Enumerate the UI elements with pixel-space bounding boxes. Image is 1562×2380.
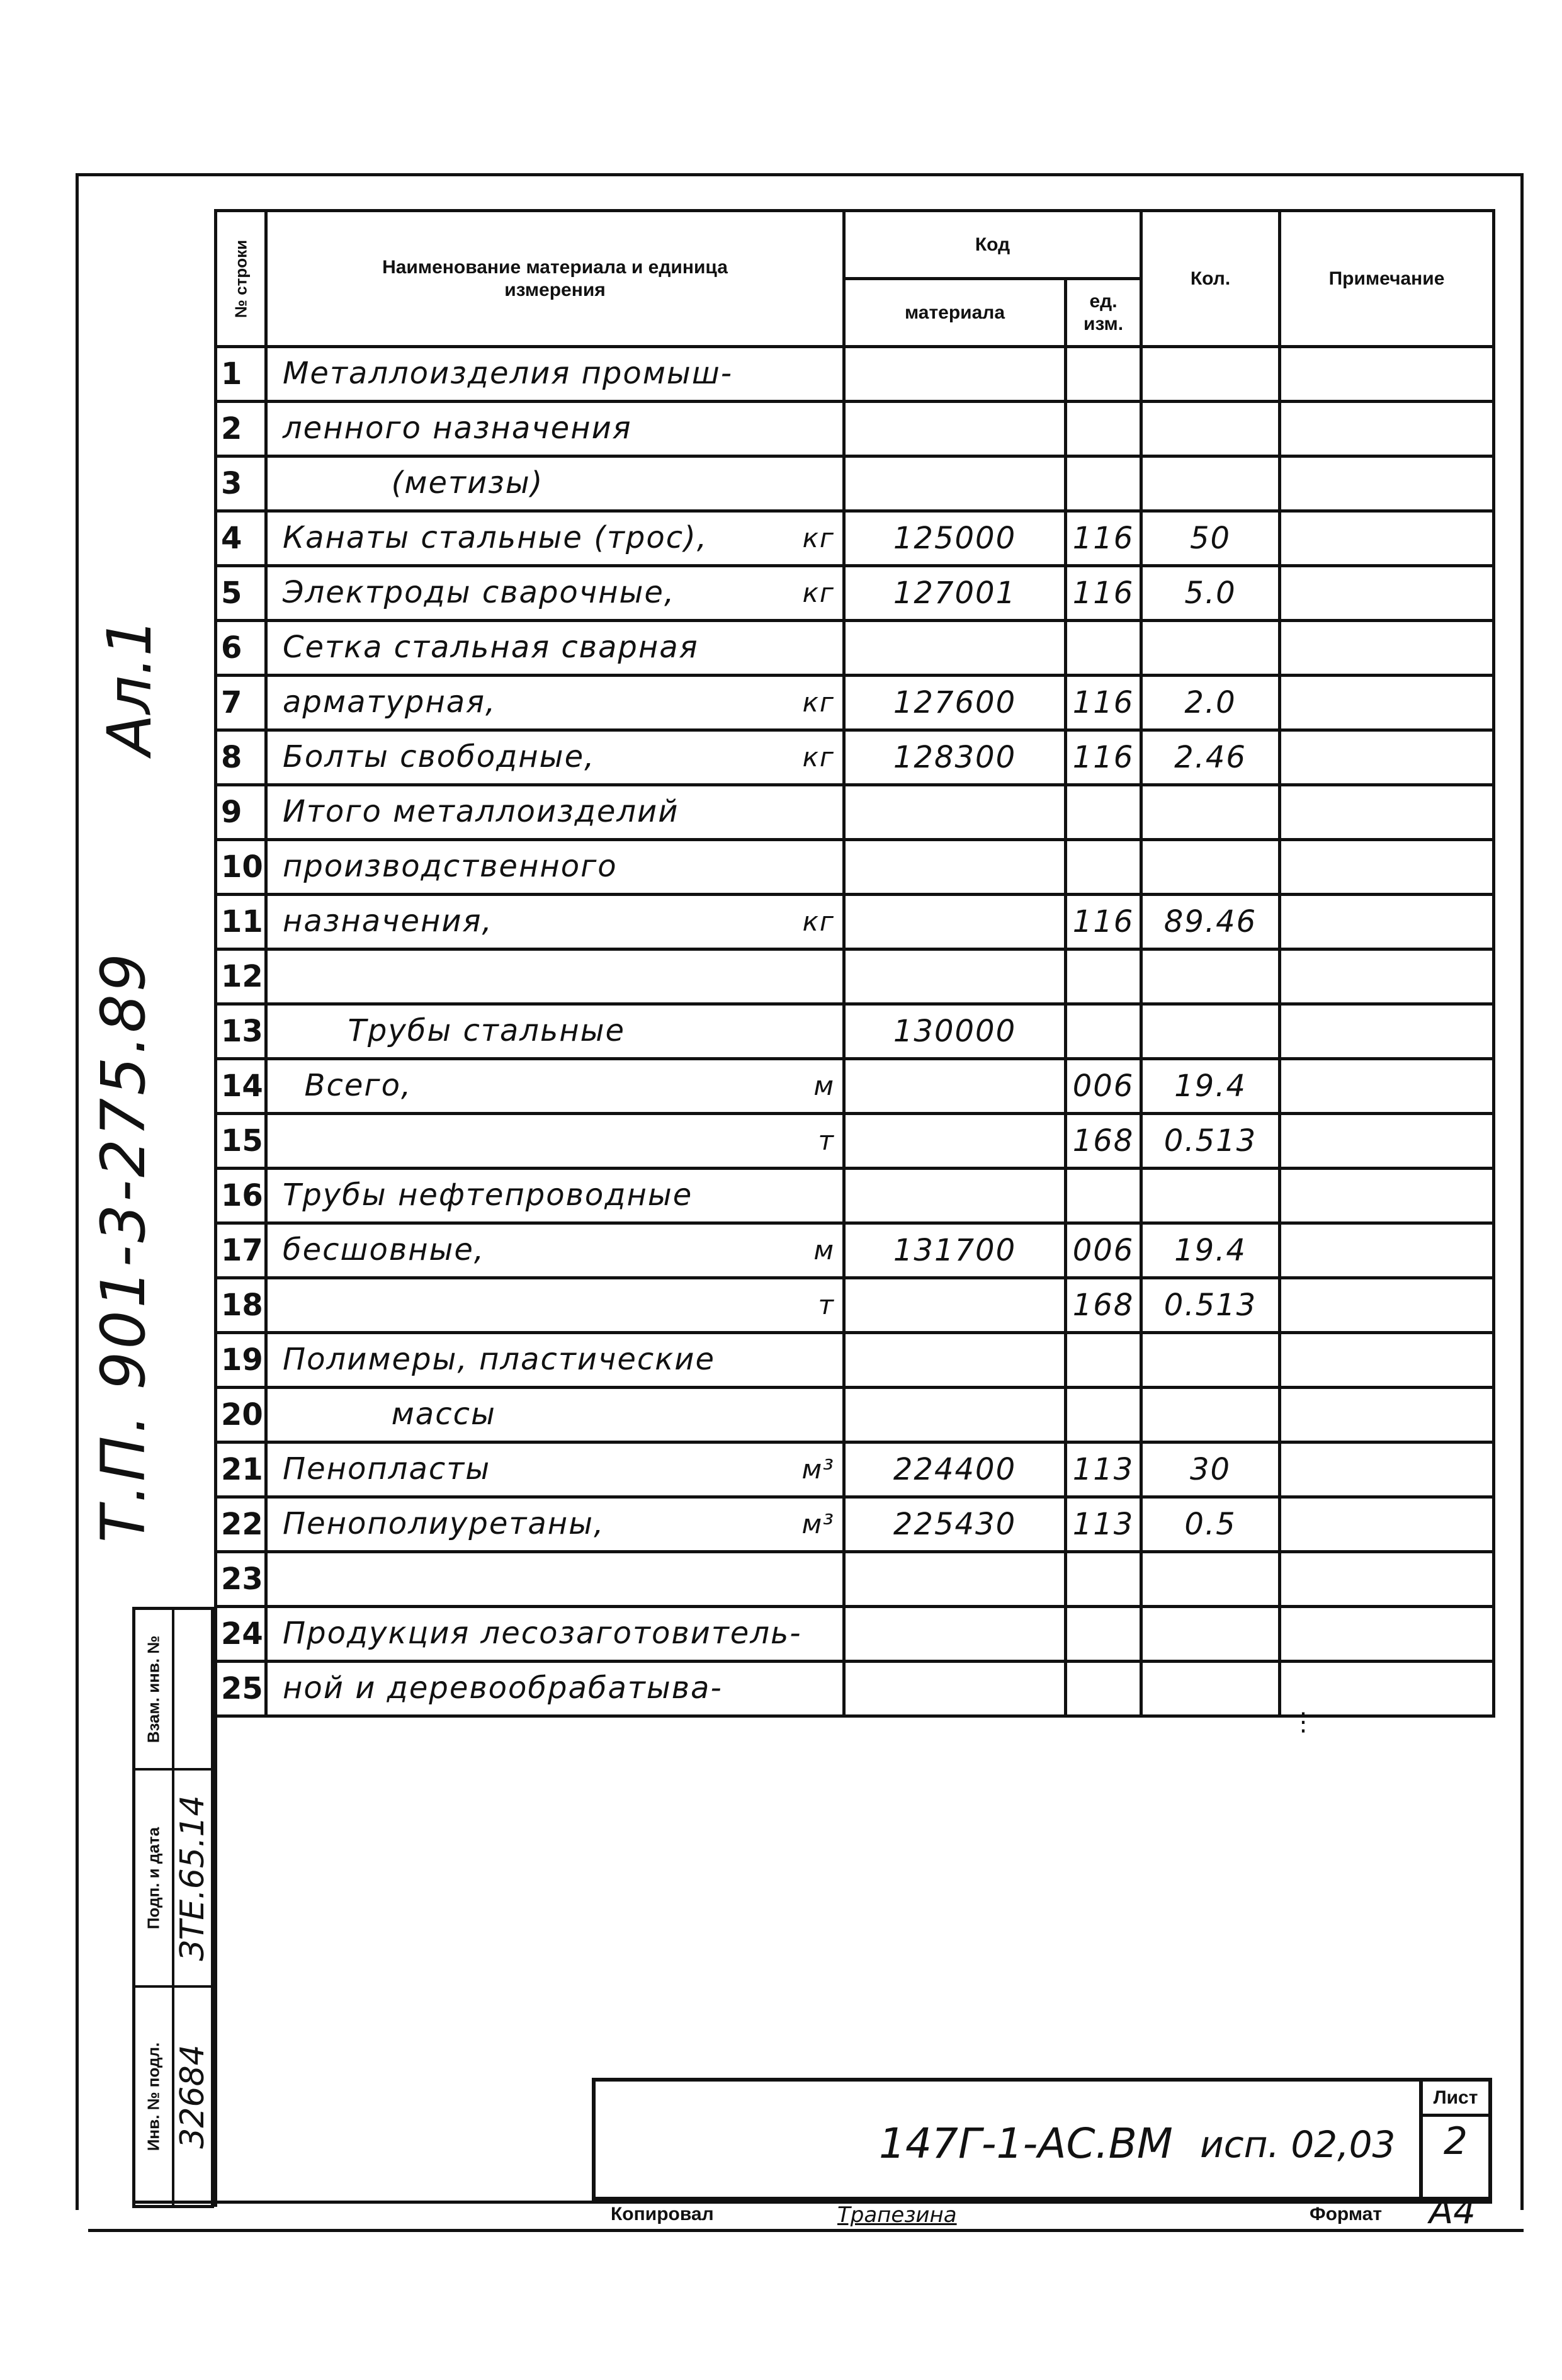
row-note xyxy=(1280,1442,1494,1497)
stamp-cell-sign xyxy=(135,1771,172,1988)
row-unit-code xyxy=(1066,402,1141,456)
stamp-cell-sign-value xyxy=(174,1771,211,1988)
row-name: ной и деревообрабатыва- xyxy=(283,1670,723,1706)
row-number: 23 xyxy=(216,1552,266,1607)
row-number: 1 xyxy=(216,347,266,402)
row-quantity xyxy=(1141,1333,1280,1388)
row-name-cell xyxy=(266,511,844,566)
row-material-code xyxy=(844,949,1066,1004)
header-row-number-label: № строки xyxy=(230,239,250,318)
row-name: Электроды сварочные, xyxy=(283,575,676,610)
document-mark-vertical: Ал.1 xyxy=(94,618,165,756)
row-number: 13 xyxy=(216,1004,266,1059)
row-unit-code xyxy=(1066,1169,1141,1223)
stamp-inv-value: 32684 xyxy=(174,2044,212,2149)
row-note xyxy=(1280,1552,1494,1607)
table-row xyxy=(216,676,1494,730)
row-unit-code: 116 xyxy=(1066,730,1141,785)
table-row xyxy=(216,1169,1494,1223)
table-row xyxy=(216,1607,1494,1662)
row-material-code: 127600 xyxy=(844,676,1066,730)
row-note xyxy=(1280,895,1494,949)
row-unit-code xyxy=(1066,785,1141,840)
row-quantity xyxy=(1141,621,1280,676)
row-name-cell xyxy=(266,566,844,621)
row-number: 8 xyxy=(216,730,266,785)
row-material-code xyxy=(844,785,1066,840)
row-unit-code: 116 xyxy=(1066,895,1141,949)
row-quantity xyxy=(1141,1169,1280,1223)
row-name-cell xyxy=(266,895,844,949)
row-unit-code: 113 xyxy=(1066,1442,1141,1497)
table-row xyxy=(216,1278,1494,1333)
row-number: 10 xyxy=(216,840,266,895)
row-note xyxy=(1280,1388,1494,1442)
row-name: Пенополиуретаны, xyxy=(283,1506,605,1541)
row-unit: м³ xyxy=(801,1509,835,1539)
row-number: 22 xyxy=(216,1497,266,1552)
row-material-code xyxy=(844,1552,1066,1607)
header-qty: Кол. xyxy=(1141,211,1280,347)
row-name-cell xyxy=(266,676,844,730)
row-name-cell xyxy=(266,621,844,676)
sheet-box xyxy=(1419,2082,1488,2197)
row-name: назначения, xyxy=(283,904,493,939)
row-name-cell xyxy=(266,1004,844,1059)
row-number: 16 xyxy=(216,1169,266,1223)
row-quantity xyxy=(1141,949,1280,1004)
row-name: Металлоизделия промыш- xyxy=(283,356,733,391)
row-quantity xyxy=(1141,456,1280,511)
row-material-code xyxy=(844,1607,1066,1662)
stamp-sign-value: ЗТЕ.65.14 xyxy=(174,1794,212,1961)
row-note xyxy=(1280,1278,1494,1333)
row-name: Сетка стальная сварная xyxy=(283,630,699,665)
row-number: 6 xyxy=(216,621,266,676)
row-number: 15 xyxy=(216,1114,266,1169)
row-name-cell xyxy=(266,1442,844,1497)
row-name: Трубы стальные xyxy=(283,1013,626,1048)
approval-stamp xyxy=(132,1607,214,2208)
row-note xyxy=(1280,511,1494,566)
row-unit: т xyxy=(818,1125,835,1156)
row-unit-code: 168 xyxy=(1066,1114,1141,1169)
stamp-cell-inv xyxy=(135,1988,172,2205)
row-name: Продукция лесозаготовитель- xyxy=(283,1616,802,1651)
row-number: 5 xyxy=(216,566,266,621)
row-number: 11 xyxy=(216,895,266,949)
header-row-number xyxy=(216,211,266,347)
copied-label: Копировал xyxy=(611,2204,714,2224)
row-number: 12 xyxy=(216,949,266,1004)
row-number: 2 xyxy=(216,402,266,456)
stamp-cell-inv-value xyxy=(174,1988,211,2205)
row-name-cell xyxy=(266,1059,844,1114)
row-quantity: 5.0 xyxy=(1141,566,1280,621)
row-unit: кг xyxy=(802,687,835,718)
row-quantity: 0.513 xyxy=(1141,1114,1280,1169)
row-unit-code xyxy=(1066,621,1141,676)
row-name: Канаты стальные (трос), xyxy=(283,520,708,555)
document-version: исп. 02,03 xyxy=(1200,2123,1396,2166)
row-unit-code: 116 xyxy=(1066,511,1141,566)
row-name: (метизы) xyxy=(283,465,544,501)
row-number: 21 xyxy=(216,1442,266,1497)
row-unit-code xyxy=(1066,840,1141,895)
row-name-cell xyxy=(266,1552,844,1607)
row-note xyxy=(1280,949,1494,1004)
title-block xyxy=(592,2078,1492,2201)
table-body xyxy=(216,347,1494,1716)
table-row xyxy=(216,895,1494,949)
row-name: арматурная, xyxy=(283,684,497,720)
row-number: 9 xyxy=(216,785,266,840)
stamp-sign-label: Подп. и дата xyxy=(144,1827,163,1929)
row-unit-code xyxy=(1066,949,1141,1004)
row-unit: кг xyxy=(802,523,835,553)
table-row xyxy=(216,949,1494,1004)
header-code-unit: ед. изм. xyxy=(1066,279,1141,347)
row-unit-code xyxy=(1066,1004,1141,1059)
row-material-code xyxy=(844,1662,1066,1716)
margin-tick: ⋮ xyxy=(1291,1708,1316,1736)
row-note xyxy=(1280,402,1494,456)
table-row xyxy=(216,785,1494,840)
table-row xyxy=(216,1223,1494,1278)
table-row xyxy=(216,566,1494,621)
row-material-code xyxy=(844,1333,1066,1388)
stamp-values xyxy=(174,1610,211,2205)
row-number: 17 xyxy=(216,1223,266,1278)
frame-bottom xyxy=(88,2229,1524,2232)
row-note xyxy=(1280,1169,1494,1223)
row-unit-code xyxy=(1066,1607,1141,1662)
row-note xyxy=(1280,676,1494,730)
table-row xyxy=(216,621,1494,676)
row-quantity xyxy=(1141,1004,1280,1059)
row-unit-code xyxy=(1066,1552,1141,1607)
row-unit-code: 006 xyxy=(1066,1223,1141,1278)
row-quantity xyxy=(1141,840,1280,895)
row-name-cell xyxy=(266,1169,844,1223)
row-material-code xyxy=(844,1169,1066,1223)
row-number: 19 xyxy=(216,1333,266,1388)
row-quantity xyxy=(1141,402,1280,456)
header-name: Наименование материала и единица измерения xyxy=(266,211,844,347)
row-note xyxy=(1280,621,1494,676)
row-material-code: 131700 xyxy=(844,1223,1066,1278)
row-number: 7 xyxy=(216,676,266,730)
copied-signature: Трапезина xyxy=(837,2202,957,2228)
row-note xyxy=(1280,456,1494,511)
row-unit: кг xyxy=(802,577,835,608)
row-material-code xyxy=(844,402,1066,456)
row-quantity xyxy=(1141,1388,1280,1442)
row-name: Трубы нефтепроводные xyxy=(283,1177,693,1213)
row-number: 3 xyxy=(216,456,266,511)
row-quantity: 19.4 xyxy=(1141,1223,1280,1278)
row-unit-code: 006 xyxy=(1066,1059,1141,1114)
row-name: производственного xyxy=(283,849,618,884)
header-note: Примечание xyxy=(1280,211,1494,347)
row-note xyxy=(1280,1497,1494,1552)
row-material-code: 130000 xyxy=(844,1004,1066,1059)
row-unit-code xyxy=(1066,1388,1141,1442)
row-quantity: 19.4 xyxy=(1141,1059,1280,1114)
format-label: Формат xyxy=(1310,2204,1383,2224)
row-note xyxy=(1280,1114,1494,1169)
row-name-cell xyxy=(266,456,844,511)
row-name-cell xyxy=(266,1497,844,1552)
table-row xyxy=(216,730,1494,785)
row-note xyxy=(1280,1223,1494,1278)
row-name-cell xyxy=(266,730,844,785)
table-row xyxy=(216,840,1494,895)
row-quantity xyxy=(1141,1662,1280,1716)
row-number: 18 xyxy=(216,1278,266,1333)
table-row xyxy=(216,511,1494,566)
table-row xyxy=(216,1442,1494,1497)
row-note xyxy=(1280,566,1494,621)
row-material-code: 127001 xyxy=(844,566,1066,621)
frame-top xyxy=(76,173,1524,176)
row-name-cell xyxy=(266,1333,844,1388)
table-row xyxy=(216,1552,1494,1607)
table-row xyxy=(216,1059,1494,1114)
row-name: массы xyxy=(283,1397,496,1432)
row-unit: м³ xyxy=(801,1454,835,1485)
row-unit: т xyxy=(818,1289,835,1320)
row-unit: кг xyxy=(802,906,835,937)
row-material-code: 128300 xyxy=(844,730,1066,785)
row-quantity xyxy=(1141,785,1280,840)
row-unit: м xyxy=(813,1235,835,1266)
row-unit: м xyxy=(813,1070,835,1101)
row-name: бесшовные, xyxy=(283,1232,485,1267)
row-name-cell xyxy=(266,1223,844,1278)
row-name-cell xyxy=(266,949,844,1004)
row-unit-code: 116 xyxy=(1066,566,1141,621)
row-material-code xyxy=(844,1059,1066,1114)
table-row xyxy=(216,1004,1494,1059)
row-name: ленного назначения xyxy=(283,411,632,446)
table-row xyxy=(216,456,1494,511)
stamp-cell-vzam-value xyxy=(174,1610,211,1771)
row-material-code: 125000 xyxy=(844,511,1066,566)
row-name-cell xyxy=(266,1388,844,1442)
stamp-labels xyxy=(135,1610,174,2205)
row-material-code: 225430 xyxy=(844,1497,1066,1552)
row-note xyxy=(1280,1004,1494,1059)
row-number: 20 xyxy=(216,1388,266,1442)
table-row xyxy=(216,402,1494,456)
row-note xyxy=(1280,347,1494,402)
row-name-cell xyxy=(266,840,844,895)
stamp-vzam-label: Взам. инв. № xyxy=(144,1635,163,1743)
table-row xyxy=(216,347,1494,402)
row-number: 25 xyxy=(216,1662,266,1716)
row-quantity: 50 xyxy=(1141,511,1280,566)
row-name: Болты свободные, xyxy=(283,739,596,774)
row-note xyxy=(1280,1333,1494,1388)
row-number: 14 xyxy=(216,1059,266,1114)
row-quantity xyxy=(1141,1607,1280,1662)
table-row xyxy=(216,1388,1494,1442)
row-name-cell xyxy=(266,785,844,840)
stamp-inv-label: Инв. № подл. xyxy=(144,2042,163,2151)
row-material-code xyxy=(844,895,1066,949)
row-material-code xyxy=(844,1278,1066,1333)
row-quantity xyxy=(1141,1552,1280,1607)
row-name-cell xyxy=(266,1114,844,1169)
format-value: А4 xyxy=(1429,2191,1476,2232)
document-code-vertical: Т.П. 901-3-275.89 xyxy=(88,951,159,1543)
row-name-cell xyxy=(266,402,844,456)
row-name: Пенопласты xyxy=(283,1451,491,1487)
row-quantity: 89.46 xyxy=(1141,895,1280,949)
inner-frame-left xyxy=(214,1643,217,2207)
row-unit-code xyxy=(1066,347,1141,402)
header-code: Код xyxy=(844,211,1141,279)
table-row xyxy=(216,1333,1494,1388)
row-quantity: 0.513 xyxy=(1141,1278,1280,1333)
document-designation: 147Г-1-АС.ВМ xyxy=(879,2119,1173,2168)
row-note xyxy=(1280,840,1494,895)
row-name: Всего, xyxy=(283,1068,412,1103)
row-unit-code: 113 xyxy=(1066,1497,1141,1552)
row-name-cell xyxy=(266,1662,844,1716)
frame-left xyxy=(76,173,79,2210)
header-code-material: материала xyxy=(844,279,1066,347)
row-name: Итого металлоизделий xyxy=(283,794,679,829)
row-material-code: 224400 xyxy=(844,1442,1066,1497)
row-name: Полимеры, пластические xyxy=(283,1342,715,1377)
row-unit-code: 168 xyxy=(1066,1278,1141,1333)
stamp-cell-vzam xyxy=(135,1610,172,1771)
frame-right xyxy=(1520,173,1524,2210)
row-name-cell xyxy=(266,1278,844,1333)
row-unit: кг xyxy=(802,742,835,773)
row-material-code xyxy=(844,456,1066,511)
row-note xyxy=(1280,1059,1494,1114)
row-material-code xyxy=(844,347,1066,402)
row-material-code xyxy=(844,1388,1066,1442)
row-material-code xyxy=(844,1114,1066,1169)
row-unit-code xyxy=(1066,1333,1141,1388)
row-material-code xyxy=(844,621,1066,676)
sheet-label: Лист xyxy=(1423,2082,1488,2117)
row-quantity: 30 xyxy=(1141,1442,1280,1497)
materials-table xyxy=(214,209,1495,1718)
row-note xyxy=(1280,785,1494,840)
row-name-cell xyxy=(266,347,844,402)
row-note xyxy=(1280,730,1494,785)
row-note xyxy=(1280,1607,1494,1662)
row-number: 24 xyxy=(216,1607,266,1662)
row-quantity: 2.46 xyxy=(1141,730,1280,785)
row-unit-code xyxy=(1066,456,1141,511)
row-name-cell xyxy=(266,1607,844,1662)
table-row xyxy=(216,1497,1494,1552)
inner-frame-bottom xyxy=(132,2201,1492,2204)
row-material-code xyxy=(844,840,1066,895)
row-quantity xyxy=(1141,347,1280,402)
row-unit-code xyxy=(1066,1662,1141,1716)
row-unit-code: 116 xyxy=(1066,676,1141,730)
row-quantity: 2.0 xyxy=(1141,676,1280,730)
row-number: 4 xyxy=(216,511,266,566)
table-row xyxy=(216,1114,1494,1169)
row-quantity: 0.5 xyxy=(1141,1497,1280,1552)
sheet-number: 2 xyxy=(1443,2119,1468,2163)
